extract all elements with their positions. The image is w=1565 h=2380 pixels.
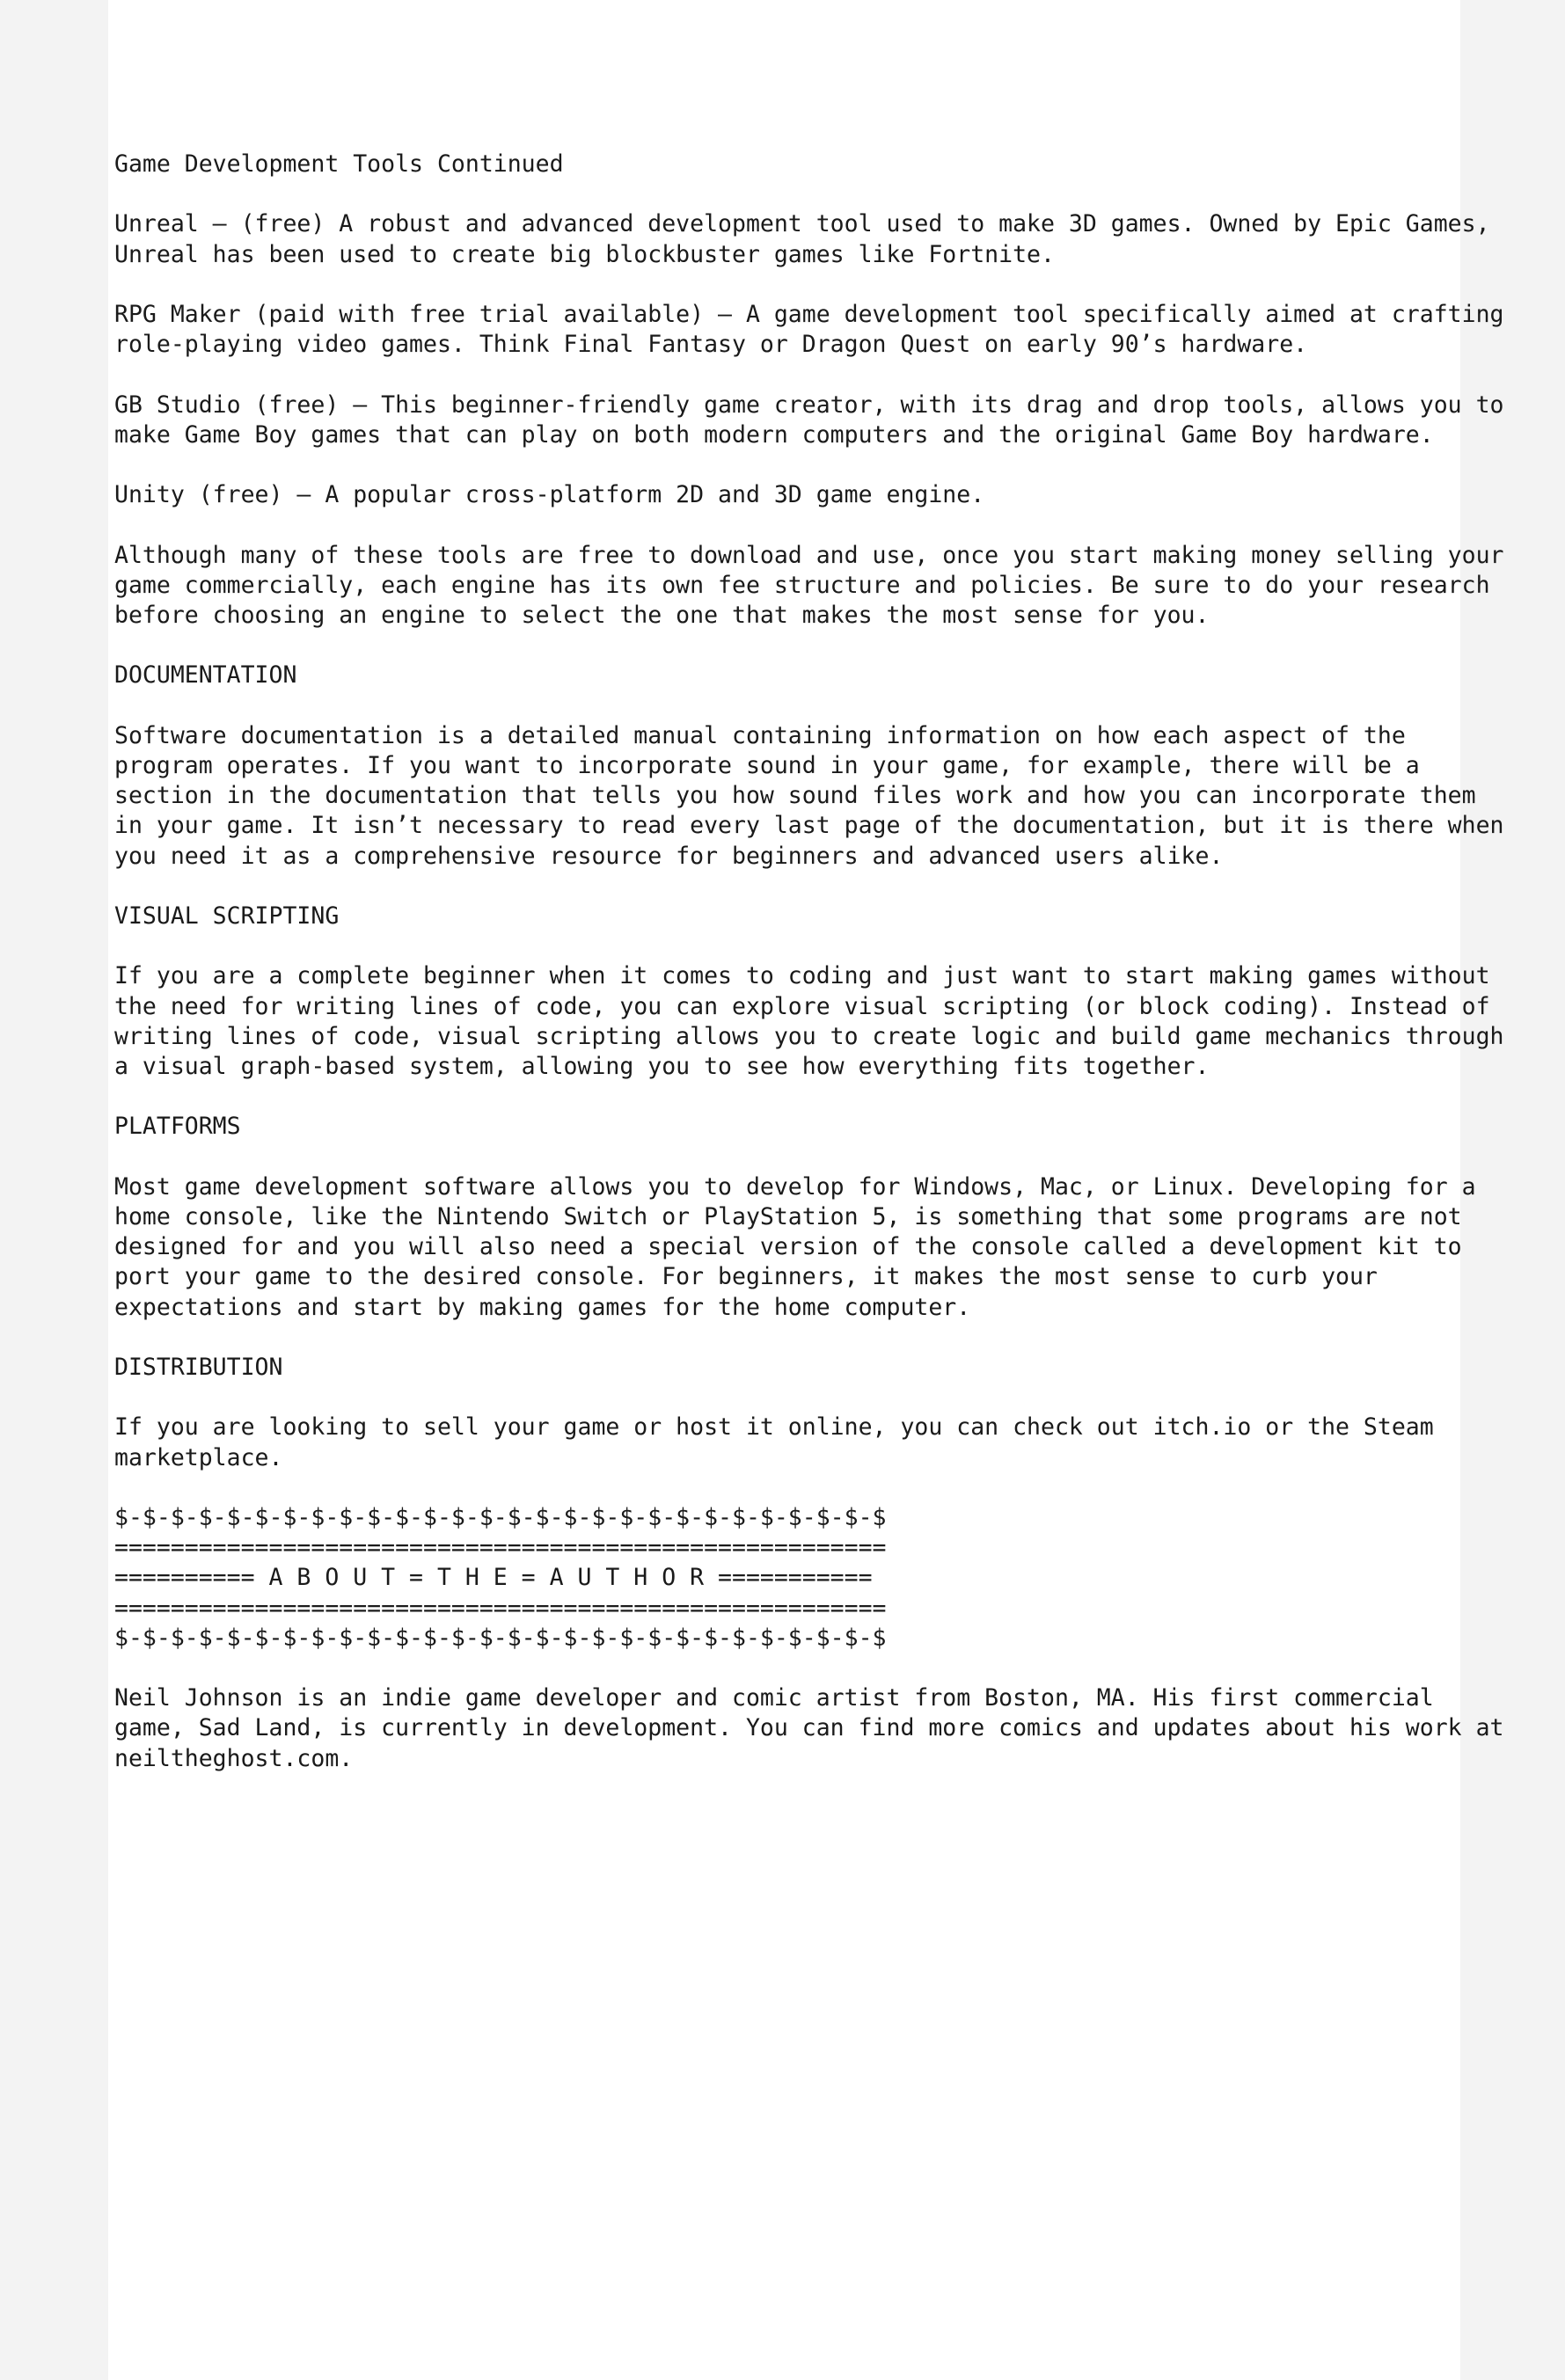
section-heading-visual-scripting: VISUAL SCRIPTING: [114, 902, 340, 930]
paragraph-unity: Unity (free) – A popular cross-platform 2D and 3D game engine.: [114, 481, 985, 509]
section-body-platforms: Most game development software allows you to develop for Windows, Mac, or Linux. Developing for a home console, like the Nintendo Switch or PlayStation 5, is something that some programs are not designed for and you will also need a special version of the console called a development kit to port your game to the desired console. For beginners, it makes the most sense to curb your expectations and start by making games for the home computer.: [114, 1172, 1476, 1321]
paragraph-fees: Although many of these tools are free to download and use, once you start making money selling your game commercially, each engine has its own fee structure and policies. Be sure to do your research before choosing an engine to select the one that makes the most sense for you.: [114, 541, 1504, 629]
section-heading-distribution: DISTRIBUTION: [114, 1353, 283, 1381]
section-body-distribution: If you are looking to sell your game or host it online, you can check out itch.io or the Steam marketplace.: [114, 1413, 1434, 1471]
document-page: [108, 0, 1504, 2380]
document-content: [114, 150, 1504, 1804]
section-body-documentation: Software documentation is a detailed manual containing information on how each aspect of the program operates. If you want to incorporate sound in your game, for example, there will be a section in the documentation that tells you how sound files work and how you can incorporate them in your game. It isn’t necessary to read every last page of the documentation, but it is there when you need it as a comprehensive resource for beginners and advanced users alike.: [114, 721, 1504, 870]
paragraph-unreal: Unreal – (free) A robust and advanced development tool used to make 3D games. Owned by Epic Games, Unreal has been used to create big blockbuster games like Fortnite.: [114, 210, 1490, 268]
section-heading-platforms: PLATFORMS: [114, 1113, 241, 1141]
paragraph-rpg-maker: RPG Maker (paid with free trial available) – A game development tool specifically aimed at crafting role-playing video games. Think Final Fantasy or Dragon Quest on early 90’s hardware.: [114, 300, 1504, 359]
about-the-author-banner: $-$-$-$-$-$-$-$-$-$-$-$-$-$-$-$-$-$-$-$-$-$-$-$-$-$-$-$ ======================================================= ========== A B O U T = T H E = A U T H O R =========== ======================================================= $-$-$-$-$-$-$-$-$-$-$-$-$-$-$-$-$-$-$-$-$-$-$-$-$-$-$-$: [114, 1503, 887, 1652]
section-heading-documentation: DOCUMENTATION: [114, 661, 297, 690]
author-bio: Neil Johnson is an indie game developer and comic artist from Boston, MA. His first commercial game, Sad Land, is currently in development. You can find more comics and updates about his work at neiltheghost.com.: [114, 1684, 1504, 1772]
page-title: Game Development Tools Continued: [114, 150, 564, 178]
paragraph-gb-studio: GB Studio (free) – This beginner-friendly game creator, with its drag and drop tools, allows you to make Game Boy games that can play on both modern computers and the original Game Boy hardware.: [114, 391, 1504, 449]
section-body-visual-scripting: If you are a complete beginner when it comes to coding and just want to start making games without the need for writing lines of code, you can explore visual scripting (or block coding). Instead of writing lines of code, visual scripting allows you to create logic and build game mechanics through a visual graph-based system, allowing you to see how everything fits together.: [114, 962, 1504, 1080]
